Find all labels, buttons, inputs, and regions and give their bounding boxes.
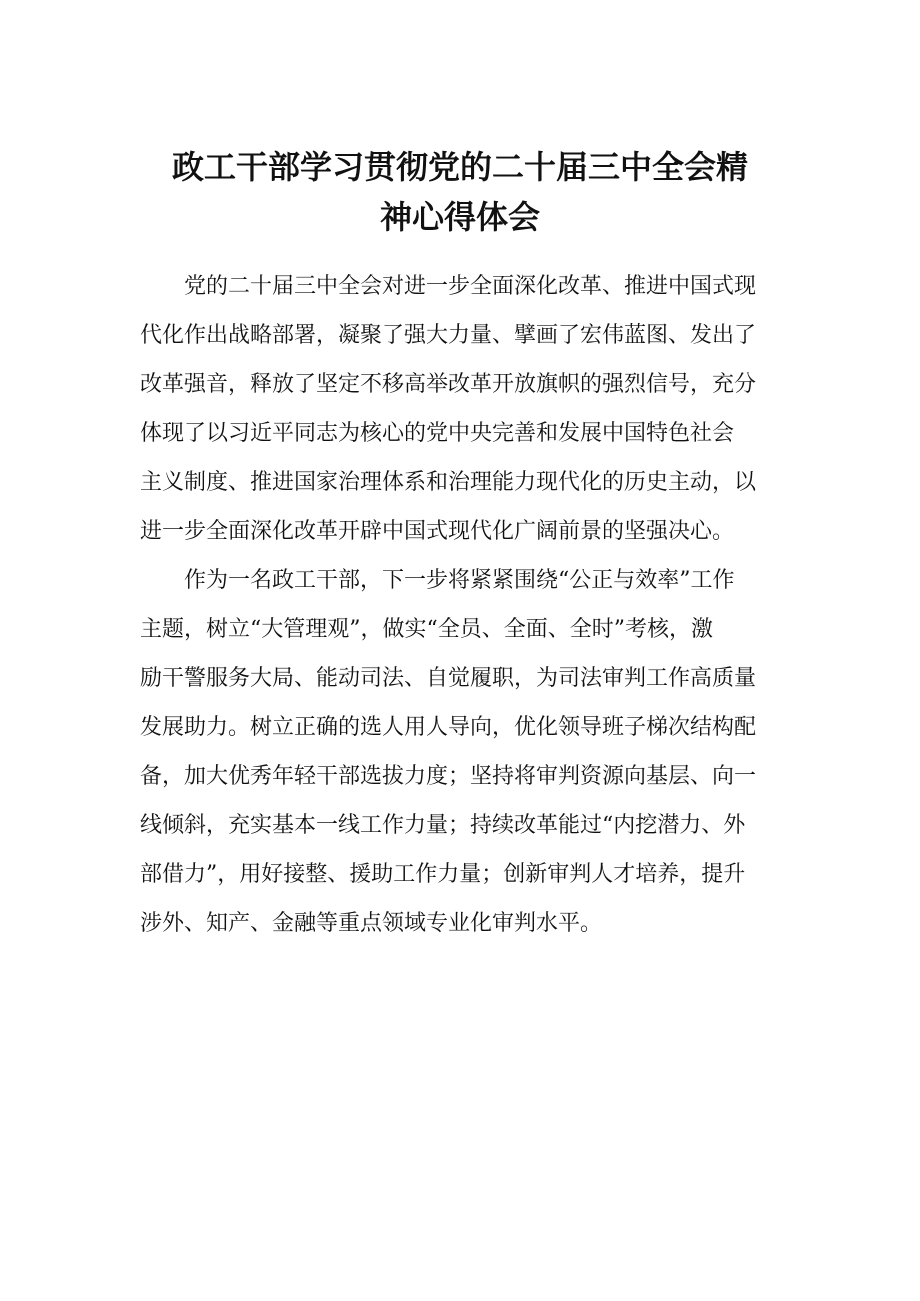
- paragraph-1-line: 体现了以习近平同志为核心的党中央完善和发展中国特色社会: [140, 421, 735, 446]
- paragraph-1-line: 代化作出战略部署，凝聚了强大力量、擘画了宏伟蓝图、发出了: [140, 323, 757, 348]
- paragraph-2-line: 线倾斜，充实基本一线工作力量；持续改革能过“内挖潜力、外: [140, 813, 746, 838]
- paragraph-2-line: 涉外、知产、金融等重点领域专业化审判水平。: [140, 911, 603, 936]
- paragraph-2: [140, 556, 800, 948]
- paragraph-2-line: 作为一名政工干部，下一步将紧紧围绕“公正与效率”工作: [140, 568, 735, 593]
- document-title-line-1: 政工干部学习贯彻党的二十届三中全会精: [171, 148, 748, 186]
- paragraph-2-line: 部借力”，用好接整、援助工作力量；创新审判人才培养，提升: [140, 862, 746, 887]
- paragraph-2-line: 励干警服务大局、能动司法、自觉履职，为司法审判工作高质量: [140, 666, 757, 691]
- paragraph-1-line: 进一步全面深化改革开辟中国式现代化广阔前景的坚强决心。: [140, 519, 735, 544]
- paragraph-2-line: 主题，树立“大管理观”，做实“全员、全面、全时”考核，激: [140, 617, 713, 642]
- paragraph-1-line: 党的二十届三中全会对进一步全面深化改革、推进中国式现: [140, 274, 757, 299]
- paragraph-1-line: 改革强音，释放了坚定不移高举改革开放旗帜的强烈信号，充分: [140, 372, 757, 397]
- paragraph-1-line: 主义制度、推进国家治理体系和治理能力现代化的历史主动，以: [140, 470, 757, 495]
- paragraph-2-line: 发展助力。树立正确的选人用人导向，优化领导班子梯次结构配: [140, 715, 757, 740]
- paragraph-2-line: 备，加大优秀年轻干部选拔力度；坚持将审判资源向基层、向一: [140, 764, 757, 789]
- document-title-line-2: 神心得体会: [379, 198, 540, 236]
- paragraph-1: [140, 262, 800, 556]
